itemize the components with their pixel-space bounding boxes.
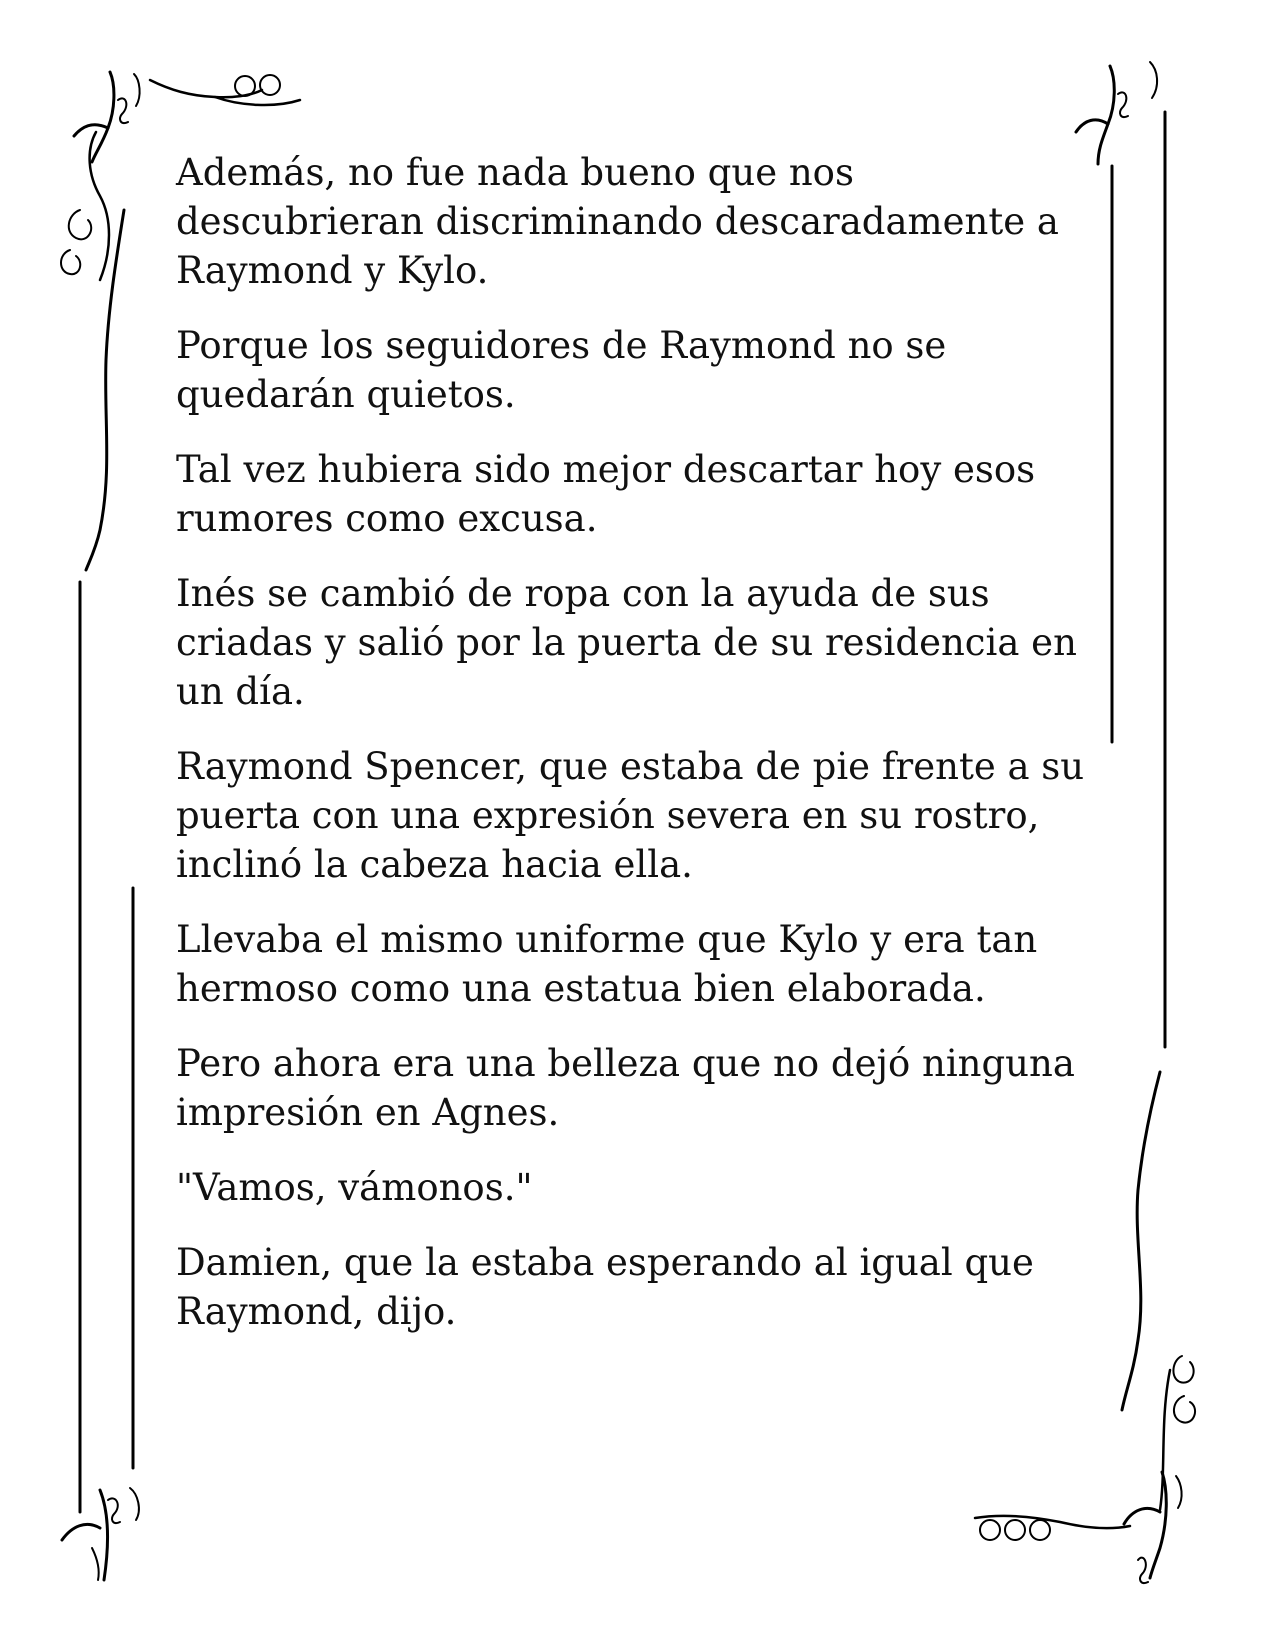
paragraph: Llevaba el mismo uniforme que Kylo y era tan hermoso como una estatua bien elaborada. xyxy=(176,918,1038,1010)
flourish-bottom-left-icon xyxy=(62,1488,139,1580)
paragraph: Además, no fue nada bueno que nos descubrieran discriminando descaradamente a Raymond y Kylo. xyxy=(176,151,1059,292)
body-text xyxy=(176,148,1106,1362)
flourish-right-lower-icon xyxy=(1122,1072,1195,1510)
paragraph: Inés se cambió de ropa con la ayuda de sus criadas y salió por la puerta de su residencia en un día. xyxy=(176,572,1077,713)
paragraph: Raymond Spencer, que estaba de pie frente a su puerta con una expresión severa en su rostro, inclinó la cabeza hacia ella. xyxy=(176,745,1085,886)
flourish-bottom-right-icon xyxy=(975,1472,1182,1583)
paragraph: Damien, que la estaba esperando al igual que Raymond, dijo. xyxy=(176,1241,1034,1333)
paragraph: Porque los seguidores de Raymond no se quedarán quietos. xyxy=(176,324,947,416)
paragraph: "Vamos, vámonos." xyxy=(176,1166,533,1209)
paragraph: Tal vez hubiera sido mejor descartar hoy esos rumores como excusa. xyxy=(176,448,1036,540)
paragraph: Pero ahora era una belleza que no dejó ninguna impresión en Agnes. xyxy=(176,1042,1075,1134)
